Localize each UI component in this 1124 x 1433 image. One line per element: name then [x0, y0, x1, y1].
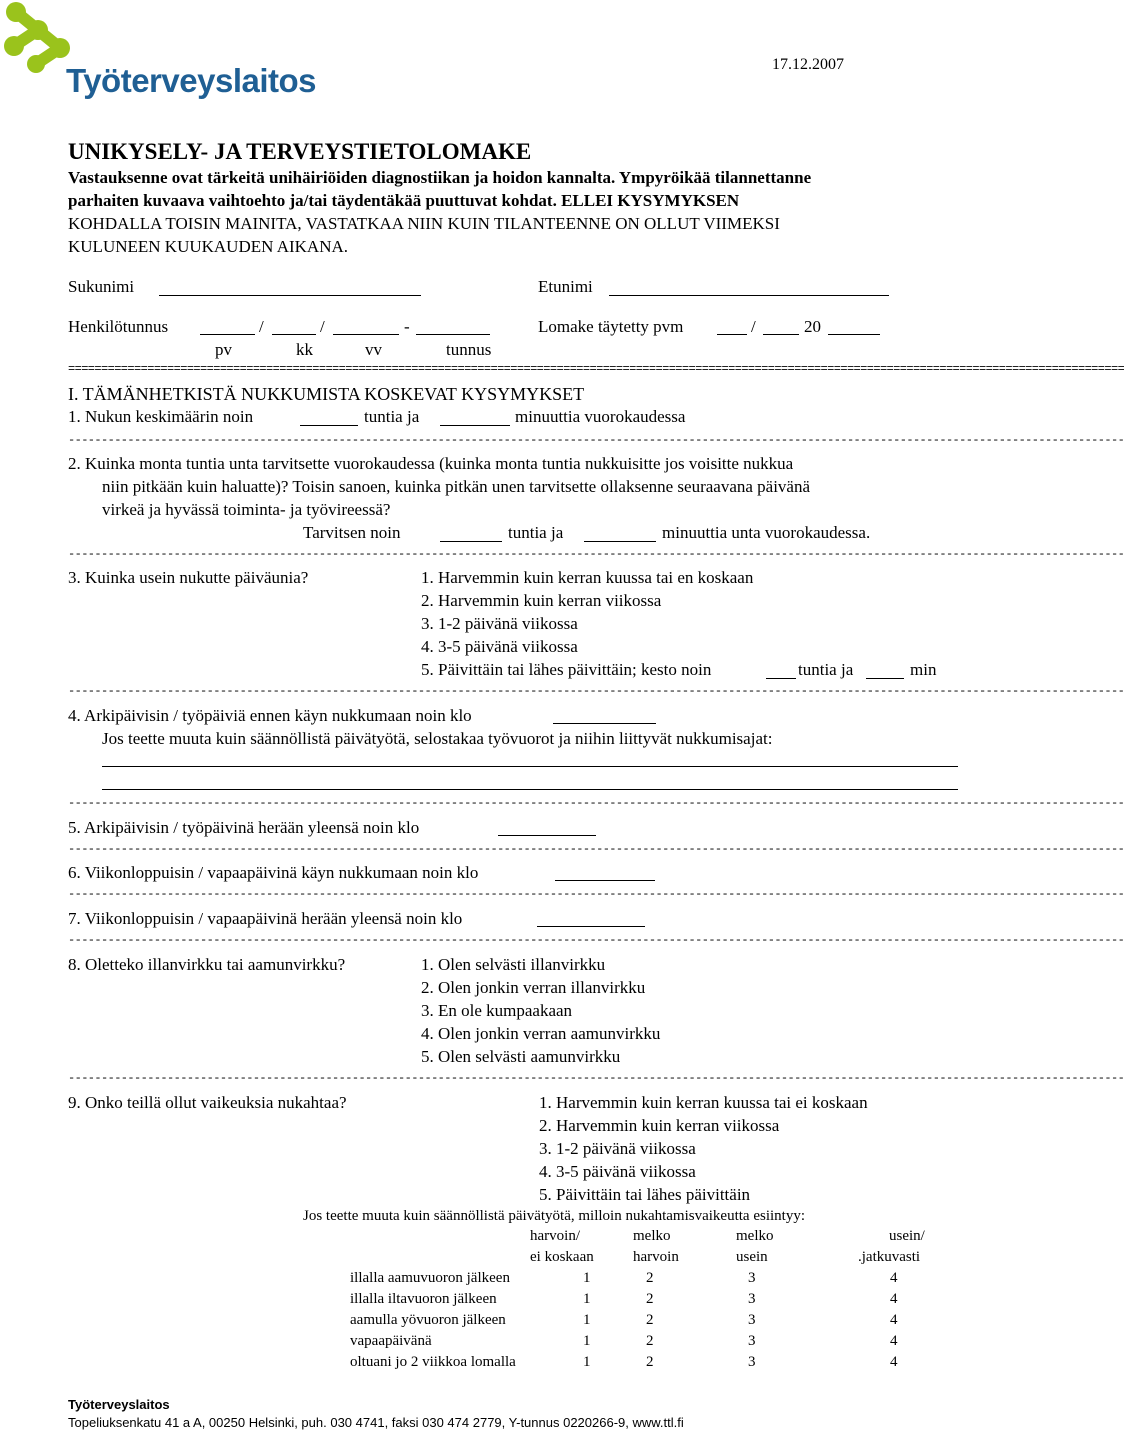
q2-minutes-field[interactable]: [584, 541, 656, 542]
q3-nap-minutes-field[interactable]: [866, 678, 904, 679]
table-row-label: vapaapäivänä: [350, 1333, 432, 1349]
double-rule: ================================================================================================================================================================: [68, 362, 1124, 376]
q3-option-1[interactable]: 1. Harvemmin kuin kerran kuussa tai en koskaan: [421, 568, 754, 587]
table-cell[interactable]: 4: [890, 1291, 898, 1307]
q8-option-4[interactable]: 4. Olen jonkin verran aamunvirkku: [421, 1024, 661, 1043]
id-year-field[interactable]: [333, 334, 399, 335]
footer-org: Työterveyslaitos: [68, 1397, 170, 1412]
table-row-label: oltuani jo 2 viikkoa lomalla: [350, 1354, 516, 1370]
q6-time-field[interactable]: [555, 880, 655, 881]
q1-hours-field[interactable]: [300, 425, 358, 426]
table-header-col2-bottom: harvoin: [633, 1249, 679, 1265]
q2-line-3: virkeä ja hyvässä toiminta- ja työvireessä?: [102, 500, 391, 519]
table-cell[interactable]: 2: [646, 1354, 654, 1370]
table-cell[interactable]: 3: [748, 1354, 756, 1370]
q2-answer-a: Tarvitsen noin: [303, 523, 401, 542]
surname-field[interactable]: [159, 295, 421, 296]
q9-option-5[interactable]: 5. Päivittäin tai lähes päivittäin: [539, 1185, 751, 1204]
q9-option-1[interactable]: 1. Harvemmin kuin kerran kuussa tai ei koskaan: [539, 1093, 868, 1112]
q3-option-5-mid: tuntia ja: [798, 660, 854, 679]
table-row-label: aamulla yövuoron jälkeen: [350, 1312, 506, 1328]
footer-address: Topeliuksenkatu 41 a A, 00250 Helsinki, puh. 030 4741, faksi 030 474 2779, Y-tunnus 0220266-9, www.ttl.fi: [68, 1415, 684, 1430]
q3-nap-hours-field[interactable]: [766, 678, 796, 679]
q2-answer-c: minuuttia unta vuorokaudessa.: [662, 523, 871, 542]
table-cell[interactable]: 3: [748, 1291, 756, 1307]
firstname-field[interactable]: [609, 295, 889, 296]
form-date-year-prefix: 20: [804, 317, 821, 336]
firstname-label: Etunimi: [538, 277, 593, 296]
table-row-label: illalla aamuvuoron jälkeen: [350, 1270, 510, 1286]
divider: ----------------------------------------------------------------------------------------------------------------------------------------------------------------: [68, 433, 1124, 447]
form-date-label: Lomake täytetty pvm: [538, 317, 684, 336]
table-cell[interactable]: 2: [646, 1333, 654, 1349]
q4-shift-field-1[interactable]: [102, 766, 958, 767]
q1-minutes-field[interactable]: [440, 425, 510, 426]
logo: [0, 0, 320, 110]
q1-text-c: minuuttia vuorokaudessa: [515, 407, 686, 426]
table-cell[interactable]: 2: [646, 1312, 654, 1328]
table-cell[interactable]: 4: [890, 1312, 898, 1328]
table-cell[interactable]: 2: [646, 1270, 654, 1286]
divider: ----------------------------------------------------------------------------------------------------------------------------------------------------------------: [68, 1071, 1124, 1085]
table-cell[interactable]: 3: [748, 1270, 756, 1286]
table-header-col4-top: usein/: [889, 1228, 925, 1244]
divider: ----------------------------------------------------------------------------------------------------------------------------------------------------------------: [68, 684, 1124, 698]
divider: ----------------------------------------------------------------------------------------------------------------------------------------------------------------: [68, 842, 1124, 856]
q6-question: 6. Viikonloppuisin / vapaapäivinä käyn nukkumaan noin klo: [68, 863, 479, 882]
q2-answer-b: tuntia ja: [508, 523, 564, 542]
q3-question: 3. Kuinka usein nukutte päiväunia?: [68, 568, 309, 587]
q8-option-1[interactable]: 1. Olen selvästi illanvirkku: [421, 955, 606, 974]
table-cell[interactable]: 3: [748, 1312, 756, 1328]
surname-label: Sukunimi: [68, 277, 135, 296]
q4-shift-field-2[interactable]: [102, 789, 958, 790]
q7-time-field[interactable]: [537, 926, 645, 927]
q8-option-5[interactable]: 5. Olen selvästi aamunvirkku: [421, 1047, 621, 1066]
id-caption-pv: pv: [215, 340, 232, 359]
q4-question: 4. Arkipäivisin / työpäiviä ennen käyn nukkumaan noin klo: [68, 706, 472, 725]
q9-question: 9. Onko teillä ollut vaikeuksia nukahtaa?: [68, 1093, 347, 1112]
form-date-slash: /: [751, 317, 756, 336]
intro-line-2: parhaiten kuvaava vaihtoehto ja/tai täydentäkää puuttuvat kohdat. ELLEI KYSYMYKSEN: [68, 191, 740, 210]
q2-line-2: niin pitkään kuin haluatte)? Toisin sanoen, kuinka pitkän unen tarvitsette ollaksenne seuraavana päivänä: [102, 477, 811, 496]
q2-hours-field[interactable]: [440, 541, 502, 542]
q9-shift-note: Jos teette muuta kuin säännöllistä päivätyötä, milloin nukahtamisvaikeutta esiintyy:: [303, 1208, 805, 1224]
table-cell[interactable]: 3: [748, 1333, 756, 1349]
table-cell[interactable]: 1: [583, 1333, 591, 1349]
q8-option-3[interactable]: 3. En ole kumpaakaan: [421, 1001, 573, 1020]
id-day-field[interactable]: [200, 334, 255, 335]
logo-wordmark: Työterveyslaitos: [66, 62, 317, 99]
table-cell[interactable]: 1: [583, 1312, 591, 1328]
q9-option-2[interactable]: 2. Harvemmin kuin kerran viikossa: [539, 1116, 780, 1135]
q1-text-b: tuntia ja: [364, 407, 420, 426]
form-date-month-field[interactable]: [763, 334, 799, 335]
q3-option-5-end: min: [910, 660, 937, 679]
q3-option-4[interactable]: 4. 3-5 päivänä viikossa: [421, 637, 578, 656]
table-header-col3-top: melko: [736, 1228, 774, 1244]
id-dash: -: [404, 317, 410, 336]
divider: ----------------------------------------------------------------------------------------------------------------------------------------------------------------: [68, 547, 1124, 561]
id-month-field[interactable]: [272, 334, 316, 335]
table-cell[interactable]: 1: [583, 1354, 591, 1370]
q3-option-3[interactable]: 3. 1-2 päivänä viikossa: [421, 614, 578, 633]
intro-line-1: Vastauksenne ovat tärkeitä unihäiriöiden diagnostiikan ja hoidon kannalta. Ympyröikää tilannettanne: [68, 168, 812, 187]
q9-option-4[interactable]: 4. 3-5 päivänä viikossa: [539, 1162, 696, 1181]
q9-option-3[interactable]: 3. 1-2 päivänä viikossa: [539, 1139, 696, 1158]
form-date-day-field[interactable]: [717, 334, 747, 335]
q5-question: 5. Arkipäivisin / työpäivinä herään yleensä noin klo: [68, 818, 420, 837]
q3-option-5[interactable]: 5. Päivittäin tai lähes päivittäin; kesto noin: [421, 660, 712, 679]
table-row-label: illalla iltavuoron jälkeen: [350, 1291, 497, 1307]
id-caption-kk: kk: [296, 340, 313, 359]
table-header-col4-bottom: .jatkuvasti: [858, 1249, 921, 1265]
table-cell[interactable]: 4: [890, 1354, 898, 1370]
q5-time-field[interactable]: [498, 835, 596, 836]
divider: ----------------------------------------------------------------------------------------------------------------------------------------------------------------: [68, 933, 1124, 947]
table-header-col1-bottom: ei koskaan: [530, 1249, 594, 1265]
id-label: Henkilötunnus: [68, 317, 169, 336]
table-cell[interactable]: 4: [890, 1270, 898, 1286]
id-caption-vv: vv: [365, 340, 382, 359]
section-title: I. TÄMÄNHETKISTÄ NUKKUMISTA KOSKEVAT KYSYMYKSET: [68, 384, 585, 404]
divider: ----------------------------------------------------------------------------------------------------------------------------------------------------------------: [68, 796, 1124, 810]
id-caption-tunnus: tunnus: [446, 340, 492, 359]
q7-question: 7. Viikonloppuisin / vapaapäivinä herään yleensä noin klo: [68, 909, 463, 928]
id-slash-2: /: [320, 317, 325, 336]
q2-line-1: 2. Kuinka monta tuntia unta tarvitsette vuorokaudessa (kuinka monta tuntia nukkuisitte jos voisitte nukkua: [68, 454, 794, 473]
table-header-col3-bottom: usein: [736, 1249, 768, 1265]
table-cell[interactable]: 1: [583, 1270, 591, 1286]
id-slash-1: /: [259, 317, 264, 336]
intro-line-3: KOHDALLA TOISIN MAINITA, VASTATKAA NIIN KUIN TILANTEENNE ON OLLUT VIIMEKSI: [68, 214, 780, 233]
q3-option-2[interactable]: 2. Harvemmin kuin kerran viikossa: [421, 591, 662, 610]
table-cell[interactable]: 4: [890, 1333, 898, 1349]
q8-option-2[interactable]: 2. Olen jonkin verran illanvirkku: [421, 978, 646, 997]
table-cell[interactable]: 2: [646, 1291, 654, 1307]
q1-text-a: 1. Nukun keskimäärin noin: [68, 407, 254, 426]
intro-line-4: KULUNEEN KUUKAUDEN AIKANA.: [68, 237, 348, 256]
divider: ----------------------------------------------------------------------------------------------------------------------------------------------------------------: [68, 887, 1124, 901]
form-title: UNIKYSELY- JA TERVEYSTIETOLOMAKE: [68, 139, 532, 164]
table-header-col1-top: harvoin/: [530, 1228, 580, 1244]
table-header-col2-top: melko: [633, 1228, 671, 1244]
q8-question: 8. Oletteko illanvirkku tai aamunvirkku?: [68, 955, 346, 974]
q4-time-field[interactable]: [553, 723, 656, 724]
document-date: 17.12.2007: [772, 56, 844, 73]
table-cell[interactable]: 1: [583, 1291, 591, 1307]
q4-note: Jos teette muuta kuin säännöllistä päivätyötä, selostakaa työvuorot ja niihin liittyvät nukkumisajat:: [102, 729, 773, 748]
id-suffix-field[interactable]: [416, 334, 490, 335]
form-date-year-field[interactable]: [828, 334, 880, 335]
